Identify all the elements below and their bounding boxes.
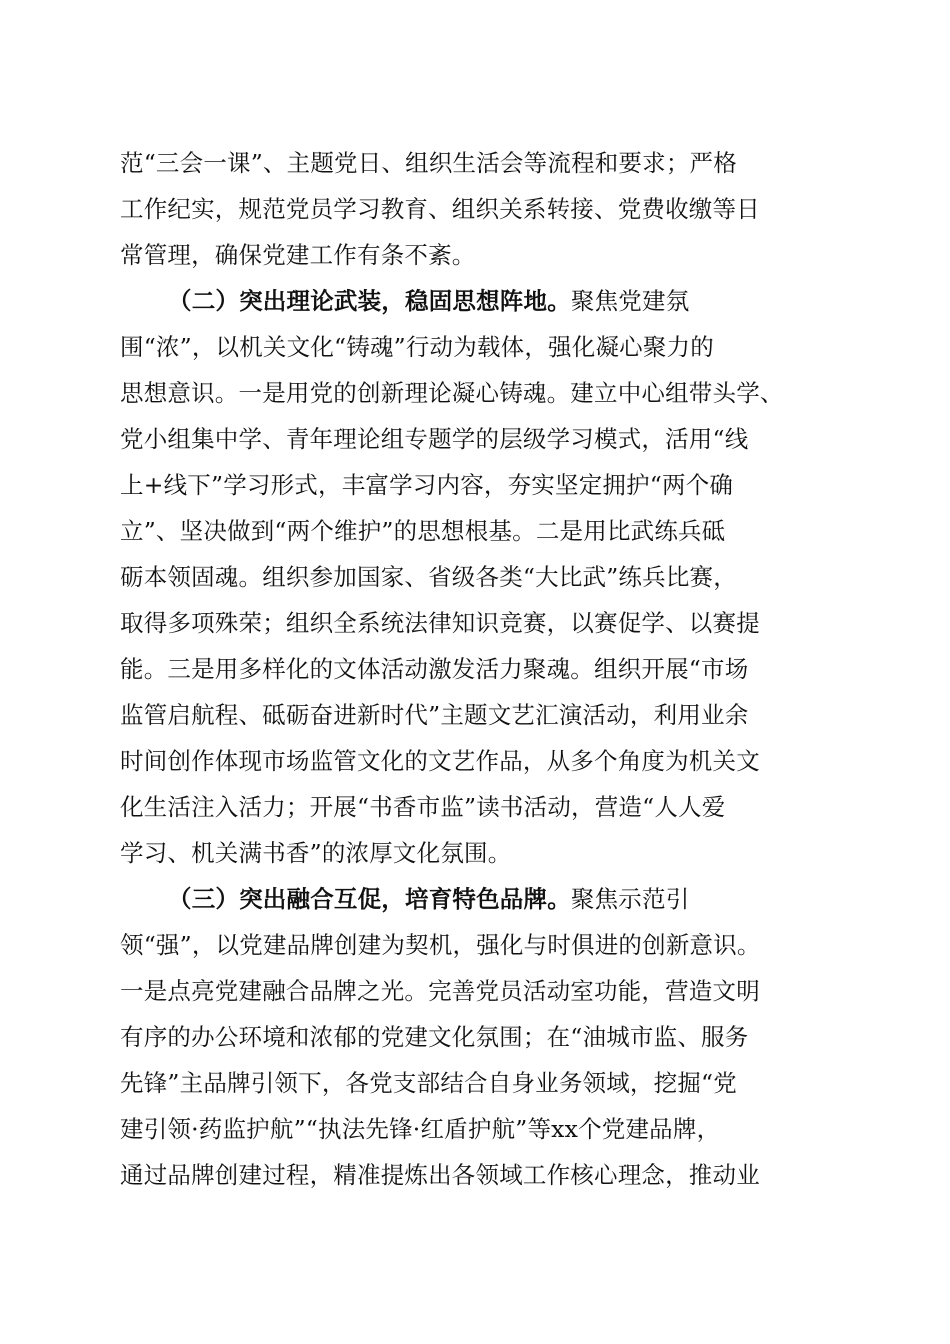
paragraph-section-2: [120, 278, 840, 876]
text-line: [120, 140, 840, 186]
text-line: [120, 646, 840, 692]
text-run: 有序的办公环境和浓郁的党建文化氛围；在“油城市监、服务: [120, 1023, 749, 1051]
text-run: 学习、机关满书香”的浓厚文化氛围。: [120, 839, 512, 867]
text-run: 党小组集中学、青年理论组专题学的层级学习模式，活用“线: [120, 425, 749, 453]
text-line: [120, 370, 840, 416]
text-line: [120, 922, 840, 968]
section-heading: （二）突出理论武装，稳固思想阵地。: [168, 287, 571, 315]
text-line: [120, 232, 840, 278]
text-run: 砺本领固魂。组织参加国家、省级各类“大比武”练兵比赛，: [120, 563, 737, 591]
text-run: 领“强”，以党建品牌创建为契机，强化与时俱进的创新意识。: [120, 931, 761, 959]
text-line: [120, 1152, 840, 1198]
text-line: [120, 968, 840, 1014]
text-line: [120, 600, 840, 646]
text-run: 监管启航程、砥砺奋进新时代”主题文艺汇演活动，利用业余: [120, 701, 749, 729]
section-heading: （三）突出融合互促，培育特色品牌。: [168, 885, 571, 913]
text-run: 立”、坚决做到“两个维护”的思想根基。二是用比武练兵砥: [120, 517, 726, 545]
paragraph-section-3: [120, 876, 840, 1198]
text-line: [120, 186, 840, 232]
text-line: [120, 416, 840, 462]
text-run: 先锋”主品牌引领下，各党支部结合自身业务领域，挖掘“党: [120, 1069, 737, 1097]
text-line: [120, 462, 840, 508]
text-line: [120, 278, 840, 324]
document-body: [120, 140, 840, 1198]
text-run: 通过品牌创建过程，精准提炼出各领域工作核心理念，推动业: [120, 1161, 760, 1189]
text-line: [120, 1014, 840, 1060]
text-line: [120, 830, 840, 876]
text-line: [120, 1060, 840, 1106]
text-run: 常管理，确保党建工作有条不紊。: [120, 241, 476, 269]
text-run: 围“浓”，以机关文化“铸魂”行动为载体，强化凝心聚力的: [120, 333, 714, 361]
text-line: [120, 1106, 840, 1152]
text-line: [120, 554, 840, 600]
text-line: [120, 508, 840, 554]
text-run: 上+线下”学习形式，丰富学习内容，夯实坚定拥护“两个确: [120, 471, 734, 499]
text-run: 建引领·药监护航”“执法先锋·红盾护航”等xx个党建品牌，: [120, 1115, 721, 1143]
text-line: [120, 738, 840, 784]
text-line: [120, 784, 840, 830]
text-run: 范“三会一课”、主题党日、组织生活会等流程和要求；严格: [120, 149, 737, 177]
text-line: [120, 692, 840, 738]
text-run: 取得多项殊荣；组织全系统法律知识竞赛，以赛促学、以赛提: [120, 609, 760, 637]
text-run: 时间创作体现市场监管文化的文艺作品，从多个角度为机关文: [120, 747, 760, 775]
text-run: 化生活注入活力；开展“书香市监”读书活动，营造“人人爱: [120, 793, 726, 821]
text-run: 聚焦示范引: [570, 885, 690, 913]
text-run: 能。三是用多样化的文体活动激发活力聚魂。组织开展“市场: [120, 655, 749, 683]
text-line: [120, 324, 840, 370]
text-run: 一是点亮党建融合品牌之光。完善党员活动室功能，营造文明: [120, 977, 760, 1005]
text-run: 工作纪实，规范党员学习教育、组织关系转接、党费收缴等日: [120, 195, 760, 223]
text-line: [120, 876, 840, 922]
paragraph-standardize: [120, 140, 840, 278]
text-run: 思想意识。一是用党的创新理论凝心铸魂。建立中心组带头学、: [120, 379, 784, 407]
text-run: 聚焦党建氛: [570, 287, 690, 315]
